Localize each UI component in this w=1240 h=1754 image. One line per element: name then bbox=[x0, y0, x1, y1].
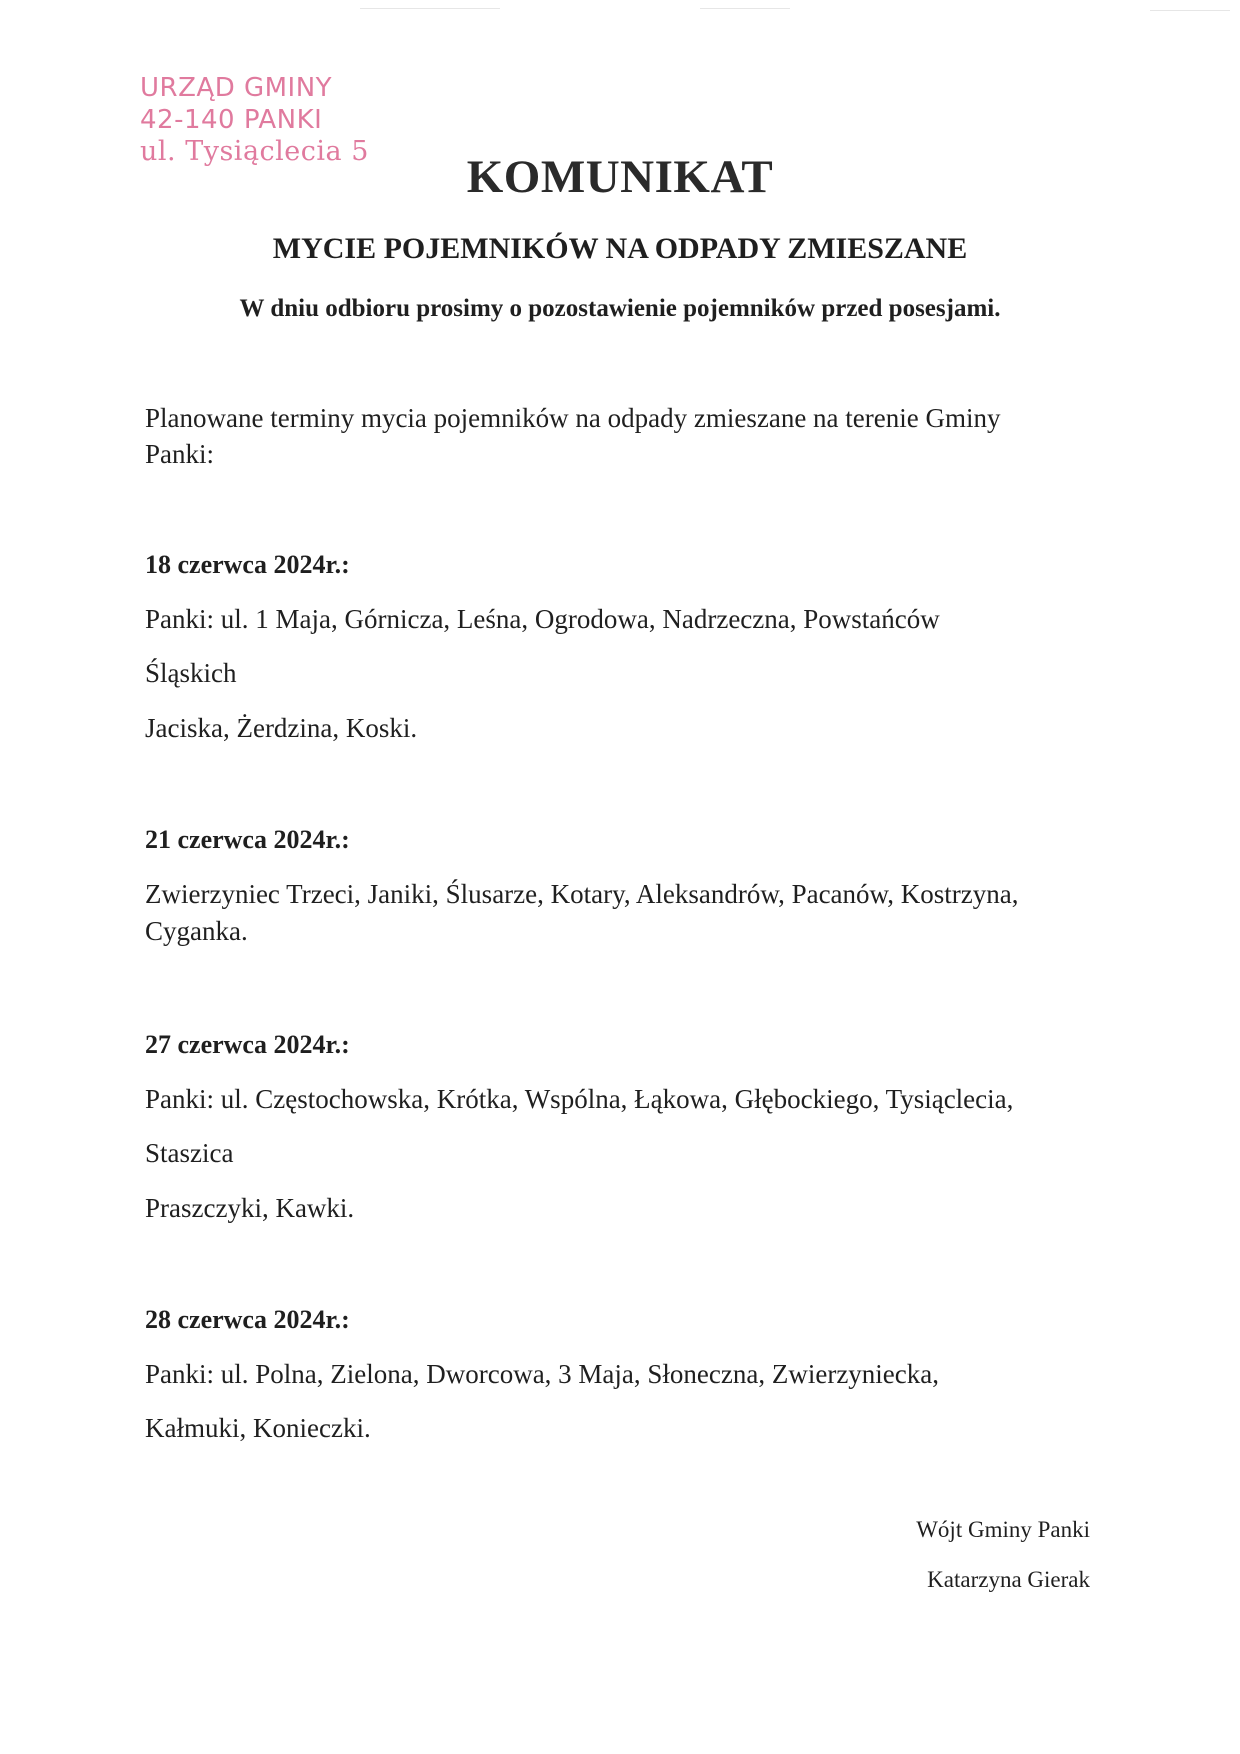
schedule-date-1: 18 czerwca 2024r.: bbox=[145, 550, 350, 579]
schedule-3-line-3: Praszczyki, Kawki. bbox=[145, 1193, 355, 1223]
intro-line-2: Panki: bbox=[145, 439, 215, 469]
scan-artifact-corner bbox=[1150, 10, 1230, 11]
schedule-2-line-1: Zwierzyniec Trzeci, Janiki, Ślusarze, Kotary, Aleksandrów, Pacanów, Kostrzyna, bbox=[145, 879, 1019, 909]
stamp-line-street: ul. Tysiąclecia 5 bbox=[140, 136, 369, 167]
schedule-1-line-2: Śląskich bbox=[145, 658, 237, 688]
intro-paragraph bbox=[145, 400, 1095, 472]
stamp-line-office: URZĄD GMINY bbox=[140, 73, 333, 103]
schedule-4-line-1: Panki: ul. Polna, Zielona, Dworcowa, 3 Maja, Słoneczna, Zwierzyniecka, bbox=[145, 1359, 940, 1389]
schedule-3-line-1: Panki: ul. Częstochowska, Krótka, Wspólna, Łąkowa, Głębockiego, Tysiąclecia, bbox=[145, 1084, 1014, 1114]
page-title: KOMUNIKAT bbox=[466, 151, 774, 203]
intro-line-1: Planowane terminy mycia pojemników na odpady zmieszane na terenie Gminy bbox=[145, 403, 1001, 433]
signature-name: Katarzyna Gierak bbox=[927, 1567, 1090, 1592]
schedule-date-4: 28 czerwca 2024r.: bbox=[145, 1305, 350, 1334]
signature-role: Wójt Gminy Panki bbox=[916, 1517, 1090, 1542]
schedule-1-line-1: Panki: ul. 1 Maja, Górnicza, Leśna, Ogrodowa, Nadrzeczna, Powstańców bbox=[145, 604, 940, 634]
schedule-1-line-3: Jaciska, Żerdzina, Koski. bbox=[145, 713, 418, 743]
schedule-4-line-2: Kałmuki, Konieczki. bbox=[145, 1413, 371, 1443]
schedule-3-line-2: Staszica bbox=[145, 1138, 234, 1168]
scan-artifact-top bbox=[360, 8, 500, 9]
schedule-2-line-2: Cyganka. bbox=[145, 916, 248, 946]
schedule-date-2: 21 czerwca 2024r.: bbox=[145, 825, 350, 854]
document-subtitle: MYCIE POJEMNIKÓW NA ODPADY ZMIESZANE bbox=[272, 232, 968, 265]
schedule-date-3: 27 czerwca 2024r.: bbox=[145, 1030, 350, 1059]
collection-notice: W dniu odbioru prosimy o pozostawienie pojemników przed posesjami. bbox=[239, 295, 1001, 322]
scan-artifact-top-right bbox=[700, 8, 790, 9]
stamp-line-postcode: 42-140 PANKI bbox=[140, 105, 323, 135]
